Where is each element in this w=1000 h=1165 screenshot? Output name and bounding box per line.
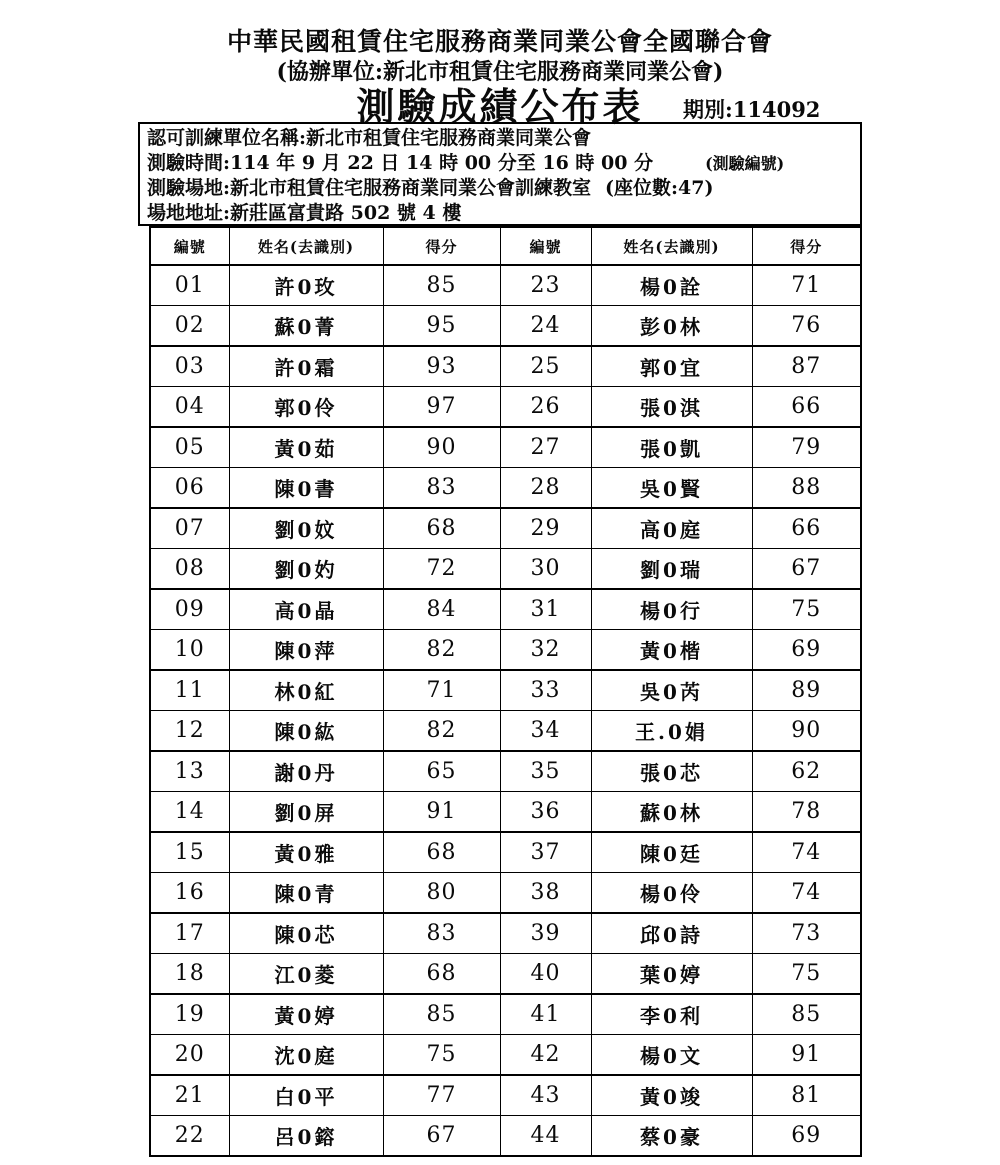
seat-number-cell: 19 <box>150 994 229 1035</box>
table-row <box>150 711 861 752</box>
table-row <box>150 589 861 630</box>
name-cell: 蘇0林 <box>591 792 752 833</box>
name-cell: 黃0竣 <box>591 1075 752 1116</box>
seat-number-cell: 37 <box>500 832 591 873</box>
seat-number-cell: 34 <box>500 711 591 752</box>
seat-number-cell: 13 <box>150 751 229 792</box>
seat-number-cell: 11 <box>150 670 229 711</box>
score-cell: 69 <box>752 630 861 671</box>
name-cell: 張0芯 <box>591 751 752 792</box>
seat-count-note: (座位數:47) <box>605 177 714 199</box>
seat-number-cell: 41 <box>500 994 591 1035</box>
seat-number-cell: 24 <box>500 306 591 347</box>
table-row <box>150 994 861 1035</box>
name-cell: 黃0茹 <box>229 427 383 468</box>
score-cell: 74 <box>752 832 861 873</box>
name-cell: 邱0詩 <box>591 913 752 954</box>
name-cell: 陳0廷 <box>591 832 752 873</box>
name-cell: 劉0妁 <box>229 549 383 590</box>
name-cell: 江0菱 <box>229 954 383 995</box>
seat-number-cell: 21 <box>150 1075 229 1116</box>
name-cell: 劉0瑞 <box>591 549 752 590</box>
score-cell: 68 <box>383 954 500 995</box>
name-cell: 謝0丹 <box>229 751 383 792</box>
name-cell: 黃0婷 <box>229 994 383 1035</box>
score-cell: 65 <box>383 751 500 792</box>
seat-number-cell: 02 <box>150 306 229 347</box>
name-cell: 沈0庭 <box>229 1035 383 1076</box>
table-row <box>150 427 861 468</box>
name-cell: 陳0芯 <box>229 913 383 954</box>
seat-number-cell: 32 <box>500 630 591 671</box>
name-cell: 張0淇 <box>591 387 752 428</box>
seat-number-cell: 18 <box>150 954 229 995</box>
exam-time-line <box>147 151 853 177</box>
name-cell: 郭0宜 <box>591 346 752 387</box>
table-row <box>150 306 861 347</box>
name-cell: 陳0書 <box>229 468 383 509</box>
name-cell: 吳0芮 <box>591 670 752 711</box>
name-cell: 劉0屏 <box>229 792 383 833</box>
table-header-row <box>150 227 861 265</box>
score-cell: 75 <box>752 589 861 630</box>
score-cell: 90 <box>752 711 861 752</box>
name-cell: 楊0伶 <box>591 873 752 914</box>
name-cell: 陳0青 <box>229 873 383 914</box>
exam-venue-text: 測驗場地:新北市租賃住宅服務商業同業公會訓練教室 <box>147 177 592 199</box>
col-header-seat-right: 編號 <box>500 227 591 265</box>
score-cell: 85 <box>383 994 500 1035</box>
name-cell: 白0平 <box>229 1075 383 1116</box>
seat-number-cell: 38 <box>500 873 591 914</box>
name-cell: 劉0妏 <box>229 508 383 549</box>
period-label: 期別:114092 <box>683 97 821 122</box>
score-cell: 62 <box>752 751 861 792</box>
score-cell: 84 <box>383 589 500 630</box>
score-cell: 72 <box>383 549 500 590</box>
seat-number-cell: 15 <box>150 832 229 873</box>
score-cell: 66 <box>752 387 861 428</box>
score-cell: 95 <box>383 306 500 347</box>
table-row <box>150 954 861 995</box>
seat-number-cell: 06 <box>150 468 229 509</box>
table-row <box>150 792 861 833</box>
name-cell: 高0庭 <box>591 508 752 549</box>
seat-number-cell: 40 <box>500 954 591 995</box>
score-cell: 85 <box>383 265 500 306</box>
table-row <box>150 630 861 671</box>
seat-number-cell: 22 <box>150 1116 229 1157</box>
name-cell: 郭0伶 <box>229 387 383 428</box>
seat-number-cell: 12 <box>150 711 229 752</box>
score-cell: 81 <box>752 1075 861 1116</box>
col-header-name-right: 姓名(去識別) <box>591 227 752 265</box>
seat-number-cell: 14 <box>150 792 229 833</box>
seat-number-cell: 07 <box>150 508 229 549</box>
seat-number-cell: 33 <box>500 670 591 711</box>
name-cell: 李0利 <box>591 994 752 1035</box>
col-header-seat-left: 編號 <box>150 227 229 265</box>
score-table <box>149 226 862 1157</box>
score-cell: 75 <box>752 954 861 995</box>
score-cell: 80 <box>383 873 500 914</box>
seat-number-cell: 43 <box>500 1075 591 1116</box>
score-cell: 88 <box>752 468 861 509</box>
table-row <box>150 913 861 954</box>
name-cell: 高0晶 <box>229 589 383 630</box>
score-cell: 76 <box>752 306 861 347</box>
venue-address-line: 場地地址:新莊區富貴路 502 號 4 樓 <box>147 201 462 224</box>
seat-number-cell: 36 <box>500 792 591 833</box>
table-row <box>150 549 861 590</box>
col-header-score-right: 得分 <box>752 227 861 265</box>
seat-number-cell: 10 <box>150 630 229 671</box>
name-cell: 張0凱 <box>591 427 752 468</box>
score-cell: 82 <box>383 630 500 671</box>
seat-number-cell: 04 <box>150 387 229 428</box>
seat-number-cell: 16 <box>150 873 229 914</box>
name-cell: 許0霜 <box>229 346 383 387</box>
table-row <box>150 468 861 509</box>
score-cell: 67 <box>752 549 861 590</box>
co-organizer-line: (協辦單位:新北市租賃住宅服務商業同業公會) <box>276 59 724 85</box>
seat-number-cell: 26 <box>500 387 591 428</box>
score-cell: 78 <box>752 792 861 833</box>
seat-number-cell: 27 <box>500 427 591 468</box>
score-cell: 91 <box>383 792 500 833</box>
seat-number-cell: 35 <box>500 751 591 792</box>
table-row <box>150 832 861 873</box>
name-cell: 林0紅 <box>229 670 383 711</box>
table-row <box>150 751 861 792</box>
seat-number-cell: 03 <box>150 346 229 387</box>
seat-number-cell: 28 <box>500 468 591 509</box>
seat-number-cell: 20 <box>150 1035 229 1076</box>
name-cell: 黃0楷 <box>591 630 752 671</box>
seat-number-cell: 44 <box>500 1116 591 1157</box>
name-cell: 許0玫 <box>229 265 383 306</box>
seat-number-cell: 25 <box>500 346 591 387</box>
name-cell: 呂0鎔 <box>229 1116 383 1157</box>
score-cell: 82 <box>383 711 500 752</box>
seat-number-cell: 29 <box>500 508 591 549</box>
score-cell: 90 <box>383 427 500 468</box>
seat-number-cell: 09 <box>150 589 229 630</box>
score-cell: 68 <box>383 508 500 549</box>
score-cell: 68 <box>383 832 500 873</box>
name-cell: 彭0林 <box>591 306 752 347</box>
seat-number-cell: 08 <box>150 549 229 590</box>
score-cell: 83 <box>383 913 500 954</box>
name-cell: 蔡0豪 <box>591 1116 752 1157</box>
exam-venue-line <box>147 176 853 201</box>
name-cell: 陳0紘 <box>229 711 383 752</box>
name-cell: 楊0行 <box>591 589 752 630</box>
training-unit-line: 認可訓練單位名稱:新北市租賃住宅服務商業同業公會 <box>147 127 592 149</box>
seat-number-cell: 23 <box>500 265 591 306</box>
col-header-score-left: 得分 <box>383 227 500 265</box>
exam-time-text: 測驗時間:114 年 9 月 22 日 14 時 00 分至 16 時 00 分 <box>147 151 654 174</box>
score-cell: 74 <box>752 873 861 914</box>
table-row <box>150 346 861 387</box>
seat-number-cell: 39 <box>500 913 591 954</box>
seat-number-cell: 05 <box>150 427 229 468</box>
score-cell: 67 <box>383 1116 500 1157</box>
score-cell: 83 <box>383 468 500 509</box>
table-row <box>150 1035 861 1076</box>
name-cell: 蘇0菁 <box>229 306 383 347</box>
score-cell: 79 <box>752 427 861 468</box>
score-cell: 71 <box>383 670 500 711</box>
seat-number-cell: 17 <box>150 913 229 954</box>
document-title: 測驗成績公布表 <box>356 84 644 129</box>
seat-number-cell: 30 <box>500 549 591 590</box>
table-row <box>150 387 861 428</box>
name-cell: 王.0娟 <box>591 711 752 752</box>
table-row <box>150 670 861 711</box>
table-row <box>150 508 861 549</box>
score-cell: 73 <box>752 913 861 954</box>
seat-number-cell: 42 <box>500 1035 591 1076</box>
score-cell: 71 <box>752 265 861 306</box>
score-cell: 66 <box>752 508 861 549</box>
table-row <box>150 1075 861 1116</box>
score-cell: 75 <box>383 1035 500 1076</box>
score-cell: 69 <box>752 1116 861 1157</box>
table-row <box>150 1116 861 1157</box>
score-cell: 91 <box>752 1035 861 1076</box>
name-cell: 葉0婷 <box>591 954 752 995</box>
score-cell: 97 <box>383 387 500 428</box>
table-row <box>150 873 861 914</box>
score-cell: 85 <box>752 994 861 1035</box>
score-cell: 89 <box>752 670 861 711</box>
score-cell: 87 <box>752 346 861 387</box>
name-cell: 楊0文 <box>591 1035 752 1076</box>
name-cell: 黃0雅 <box>229 832 383 873</box>
exam-number-note: (測驗編號) <box>705 153 785 173</box>
exam-info-box <box>138 122 862 226</box>
score-cell: 77 <box>383 1075 500 1116</box>
col-header-name-left: 姓名(去識別) <box>229 227 383 265</box>
name-cell: 楊0詮 <box>591 265 752 306</box>
score-cell: 93 <box>383 346 500 387</box>
seat-number-cell: 31 <box>500 589 591 630</box>
name-cell: 陳0萍 <box>229 630 383 671</box>
organization-title: 中華民國租賃住宅服務商業同業公會全國聯合會 <box>226 27 773 56</box>
table-row <box>150 265 861 306</box>
name-cell: 吳0賢 <box>591 468 752 509</box>
seat-number-cell: 01 <box>150 265 229 306</box>
